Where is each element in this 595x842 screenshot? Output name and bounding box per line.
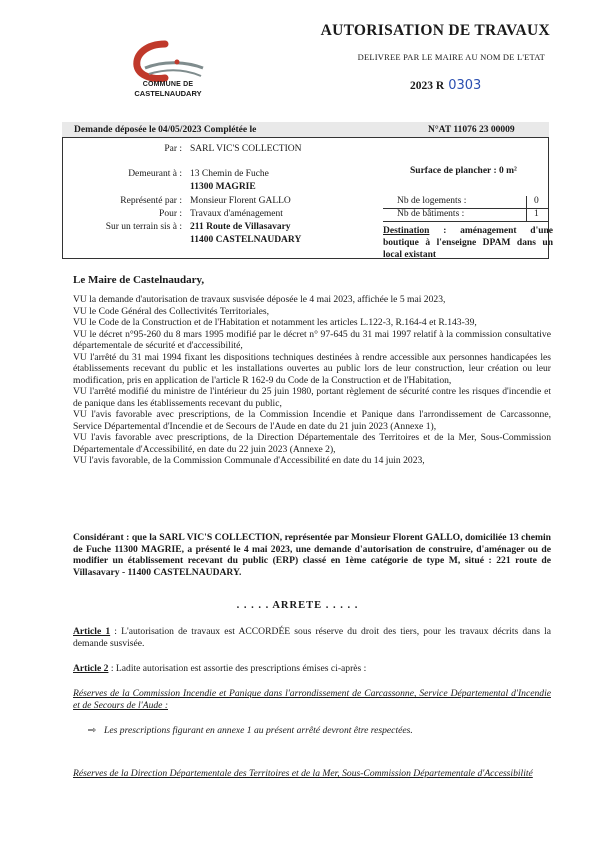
arrete-heading: . . . . . ARRETE . . . . .	[236, 600, 359, 611]
nb-logements-label: Nb de logements :	[397, 196, 467, 206]
destination	[383, 225, 553, 261]
nb-logements-row	[383, 196, 549, 209]
dossier-number: N°AT 11076 23 00009	[428, 125, 515, 135]
page-title: AUTORISATION DE TRAVAUX	[320, 22, 550, 39]
value-pour: Travaux d'aménagement	[190, 209, 283, 219]
considerant-paragraph: Considérant : que la SARL VIC'S COLLECTION, représentée par Monsieur Florent GALLO, domiciliée 13 chemin de Fuche 11300 MAGRIE, a présenté le 4 mai 2023, une demande d'autorisation de construire, d'aménager ou de modifier un établissement recevant du public (ERP) classé en 1ème catégorie de type M, situé : 221 route de Villasavary - 11400 CASTELNAUDARY.	[73, 532, 551, 578]
visa-item: VU le Code Général des Collectivités Territoriales,	[73, 305, 270, 317]
value-terrain: 211 Route de Villasavary	[190, 222, 291, 232]
visa-item: VU l'arrêté modifié du ministre de l'intérieur du 25 juin 1980, portant règlement de sécurité contre les risques d'incendie et de panique dans les établissements recevant du public,	[73, 386, 551, 409]
value-demeurant-city: 11300 MAGRIE	[190, 182, 256, 192]
visa-item: VU le décret n°95-260 du 8 mars 1995 modifié par le décret n° 97-645 du 31 mai 1997 relatif à la commission consultative départementale de sécurité et d'accessibilité,	[73, 328, 551, 351]
prescription-text: Les prescriptions figurant en annexe 1 au présent arrêté devront être respectées.	[104, 725, 413, 736]
nb-logements-value: 0	[526, 196, 539, 208]
nb-batiments-row	[383, 209, 549, 222]
hollow-arrow-right-icon: ⇨	[88, 725, 97, 736]
article-1-label: Article 1	[73, 626, 111, 637]
label-par: Par :	[164, 144, 182, 154]
value-demeurant: 13 Chemin de Fuche	[190, 169, 269, 179]
demande-date: Demande déposée le 04/05/2023 Complétée le	[74, 125, 257, 135]
value-represente: Monsieur Florent GALLO	[190, 196, 291, 206]
visa-item: VU l'arrêté du 31 mai 1994 fixant les dispositions techniques destinées à rendre accessible aux personnes handicapées les établissements recevant du public et les installations ouvertes au public lors de leur construction, leur création ou leur modification, pris en application de l'article R 162-9 du Code de la Construction et de l'Habitation,	[73, 351, 551, 386]
maire-heading: Le Maire de Castelnaudary,	[73, 274, 205, 286]
value-terrain-city: 11400 CASTELNAUDARY	[190, 235, 302, 245]
article-2	[73, 663, 551, 675]
visa-item: VU l'avis favorable, de la Commission Communale d'Accessibilité en date du 14 juin 2023,	[73, 455, 425, 466]
logo-text-commune: COMMUNE DE	[142, 81, 194, 88]
article-2-text: : Ladite autorisation est assortie des prescriptions émises ci-après :	[108, 663, 367, 674]
destination-label: Destination	[383, 226, 430, 236]
nb-batiments-label: Nb de bâtiments :	[397, 209, 465, 219]
prescription-item	[88, 725, 548, 736]
article-1	[73, 626, 551, 649]
visa-item: VU l'avis favorable avec prescriptions, de la Commission Incendie et Panique dans l'arrondissement de Carcassonne, Service Départemental d'Incendie et de Secours de l'Aude en date du 21 juin 2023 (Annexe 1),	[73, 409, 551, 432]
visa-item: VU l'avis favorable avec prescriptions, de la Direction Départementale des Territoires et de la Mer, Sous-Commission Départementale d'Accessibilité, en date du 22 juin 2023 (Annexe 2),	[73, 432, 551, 455]
label-represente: Représenté par :	[120, 196, 182, 206]
reserves-accessibilite-heading: Réserves de la Direction Départementale des Territoires et de la Mer, Sous-Commission Départementale d'Accessibilité	[73, 768, 533, 779]
logo-text-city: CASTELNAUDARY	[134, 89, 202, 98]
reference-handwritten: 0303	[448, 78, 482, 93]
reference-number	[410, 78, 481, 93]
reference-prefix: 2023 R	[410, 80, 445, 92]
nb-batiments-value: 1	[526, 209, 539, 221]
surface-plancher: Surface de plancher : 0 m²	[410, 166, 517, 176]
label-demeurant: Demeurant à :	[128, 169, 182, 179]
page-subtitle: DELIVREE PAR LE MAIRE AU NOM DE L'ETAT	[357, 52, 545, 62]
label-terrain: Sur un terrain sis à :	[105, 222, 182, 232]
visa-item: VU la demande d'autorisation de travaux susvisée déposée le 4 mai 2023, affichée le 5 mai 2023,	[73, 294, 446, 305]
visa-item: VU le Code de la Construction et de l'Habitation et notamment les articles L.122-3, R.164-4 et R.143-39,	[73, 317, 477, 328]
reserves-incendie-heading: Réserves de la Commission Incendie et Panique dans l'arrondissement de Carcassonne, Service Départemental d'Incendie et de Secours de l'Aude :	[73, 688, 551, 711]
visas-list	[73, 294, 551, 467]
article-2-label: Article 2	[73, 663, 109, 674]
value-par: SARL VIC'S COLLECTION	[190, 144, 302, 154]
label-pour: Pour :	[159, 209, 182, 219]
destination-text: : aménagement d'une boutique à l'enseigne DPAM dans un local existant	[383, 226, 553, 260]
article-1-text: : L'autorisation de travaux est ACCORDÉE sous réserve du droit des tiers, pour les travaux décrits dans la demande susvisée.	[73, 626, 551, 649]
